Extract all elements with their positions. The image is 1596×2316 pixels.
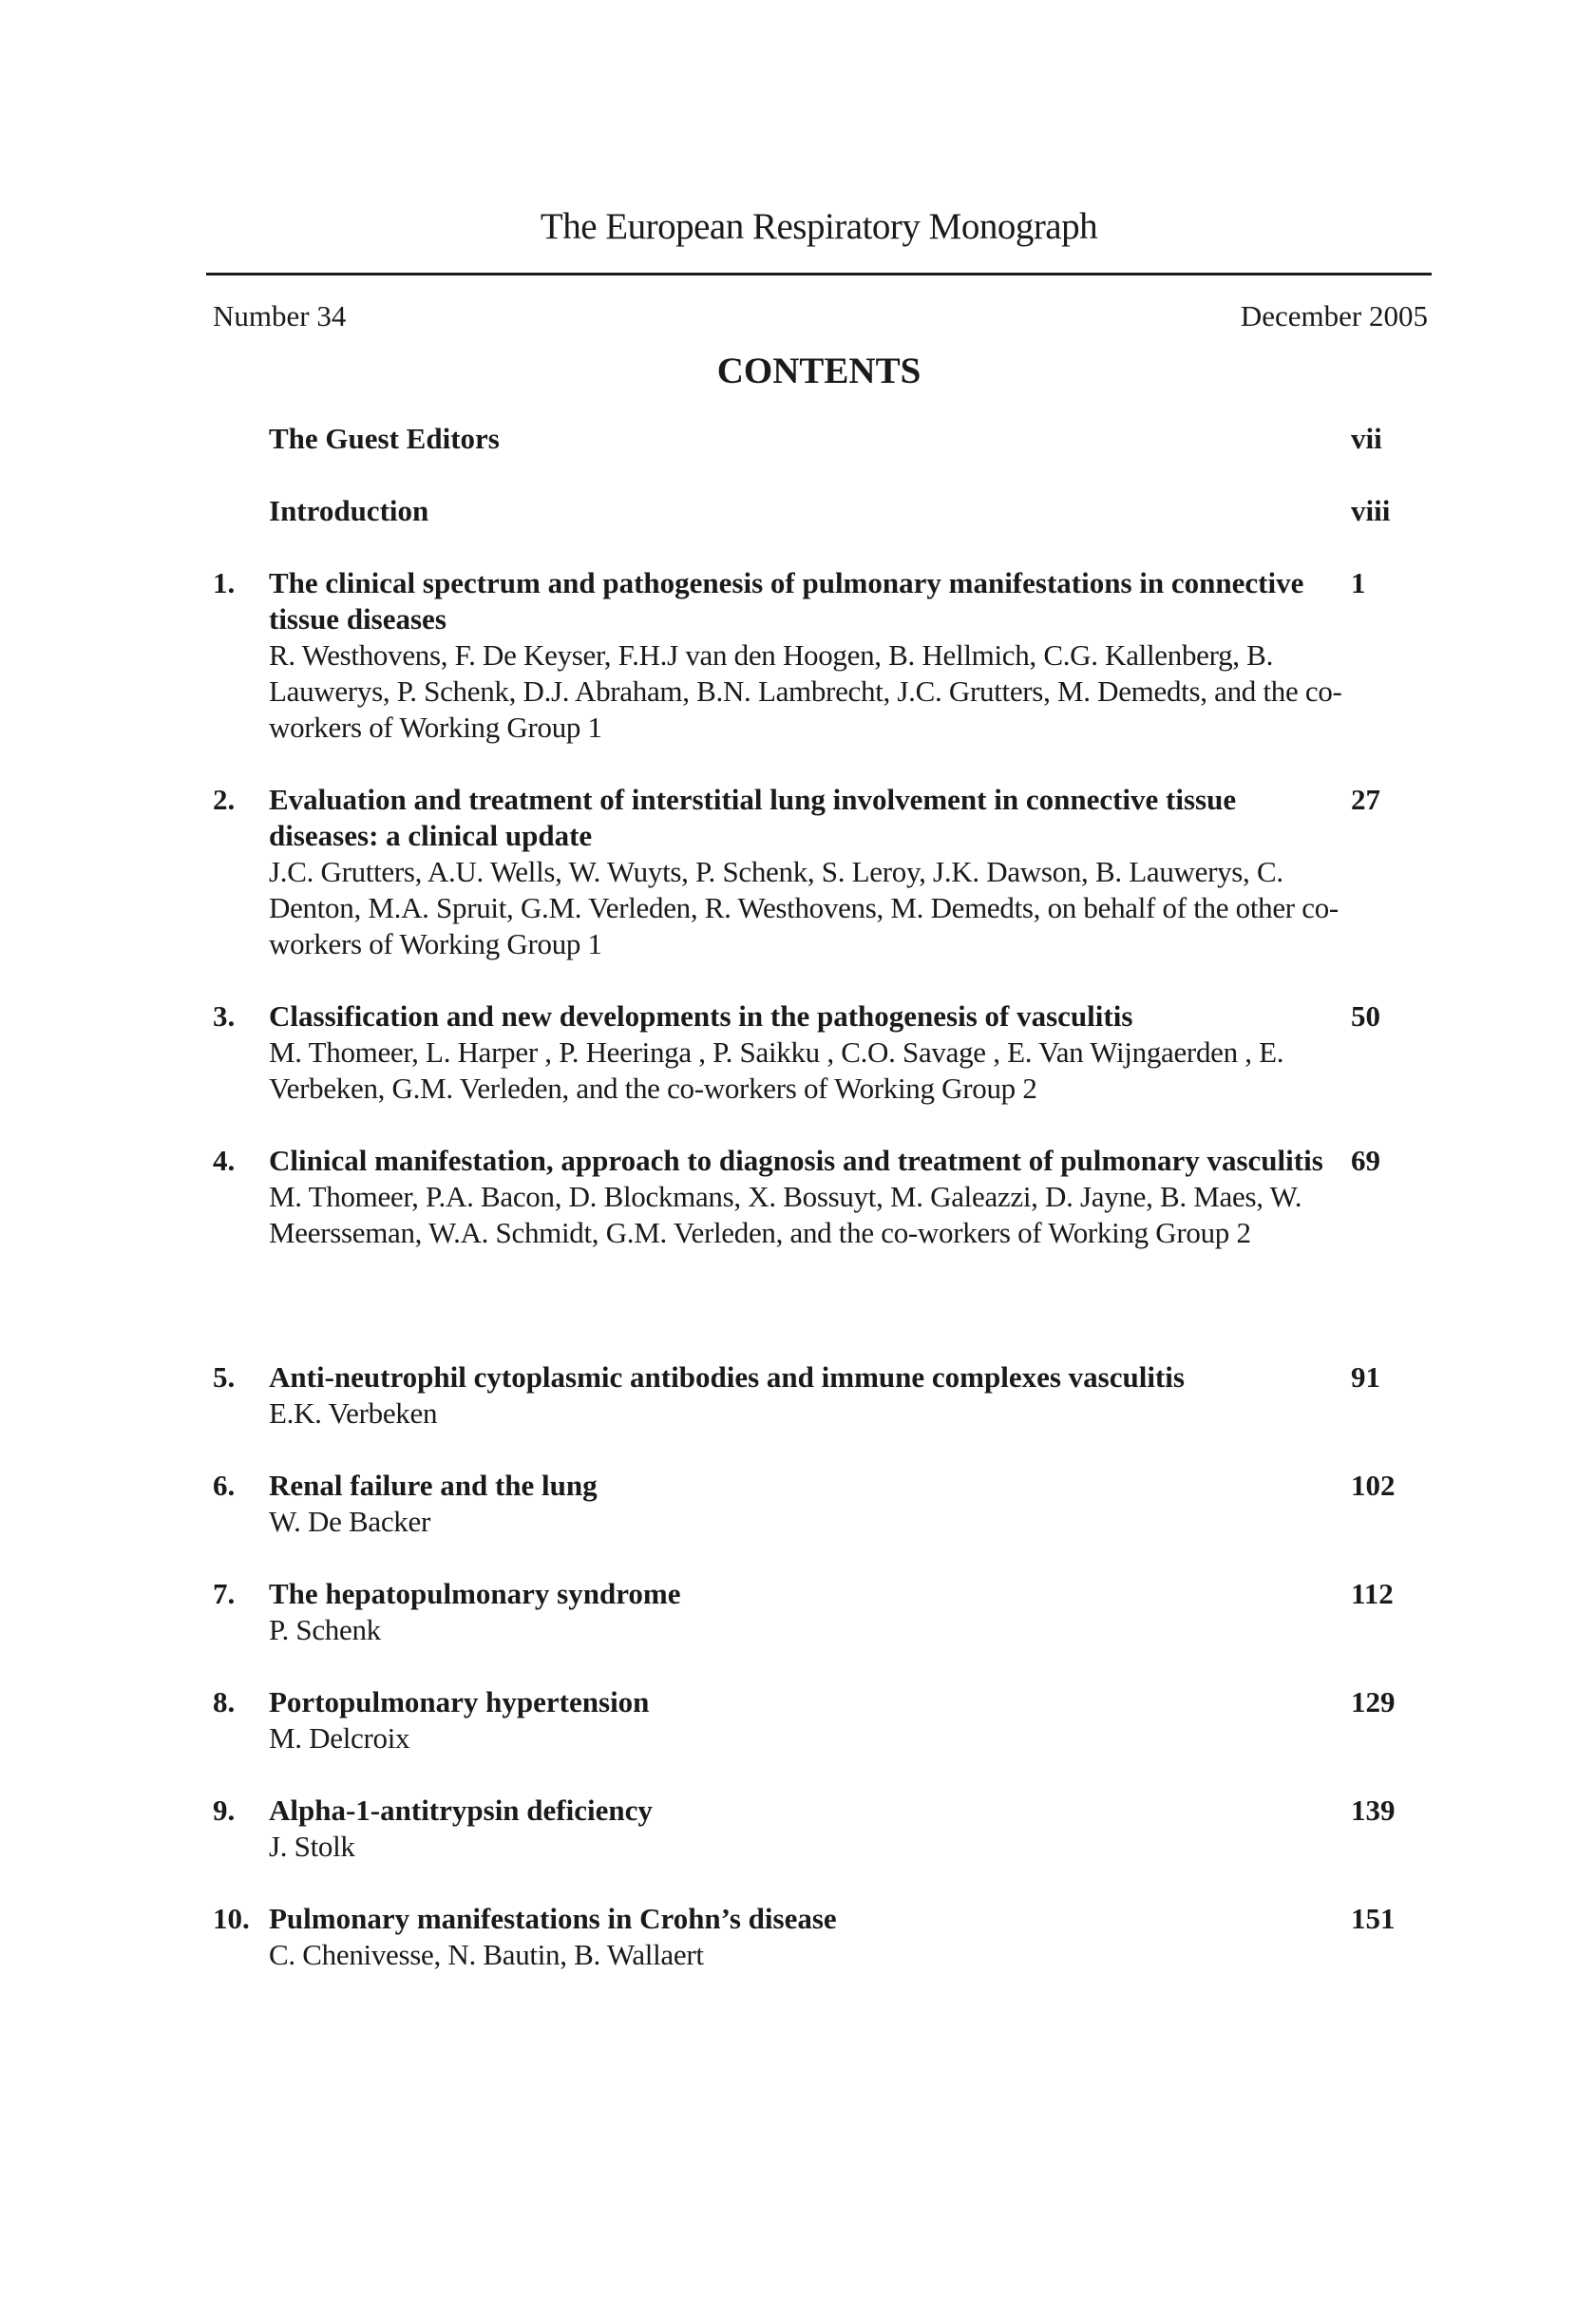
- entry-number: 2.: [213, 783, 236, 816]
- entry-number: 7.: [213, 1577, 236, 1610]
- entry-title: The Guest Editors: [269, 422, 500, 455]
- header-rule: [206, 273, 1432, 275]
- entry-page-number: 1: [1351, 566, 1366, 599]
- entry-number: 6.: [213, 1469, 236, 1502]
- entry-number: 10.: [213, 1902, 250, 1935]
- entry-page-number: 27: [1351, 783, 1380, 816]
- entry-body: [269, 1143, 1352, 1251]
- entry-title: The clinical spectrum and pathogenesis of pulmonary manifestations in connective tissue diseases: [269, 566, 1304, 636]
- entry-title: The hepatopulmonary syndrome: [269, 1577, 681, 1610]
- entry-authors: E.K. Verbeken: [269, 1396, 438, 1430]
- entry-body: [269, 493, 1352, 529]
- entry-authors: M. Thomeer, P.A. Bacon, D. Blockmans, X. Bossuyt, M. Galeazzi, D. Jayne, B. Maes, W. Meersseman, W.A. Schmidt, G.M. Verleden, and the co-workers of Working Group 2: [269, 1180, 1302, 1249]
- entry-page-number: 50: [1351, 999, 1380, 1033]
- entry-number: 5.: [213, 1360, 236, 1394]
- entry-authors: M. Delcroix: [269, 1721, 410, 1755]
- entry-body: [269, 1901, 1352, 1973]
- issue-date: December 2005: [1240, 299, 1428, 332]
- entry-body: [269, 1684, 1352, 1756]
- entry-body: [269, 782, 1352, 962]
- entry-page-number: viii: [1351, 494, 1391, 527]
- entry-authors: R. Westhovens, F. De Keyser, F.H.J van den Hoogen, B. Hellmich, C.G. Kallenberg, B. Lauwerys, P. Schenk, D.J. Abraham, B.N. Lambrecht, J.C. Grutters, M. Demedts, and the co-workers of Working Group 1: [269, 638, 1342, 744]
- entry-title: Classification and new developments in the pathogenesis of vasculitis: [269, 999, 1133, 1033]
- entry-number: 1.: [213, 566, 236, 599]
- entry-title: Portopulmonary hypertension: [269, 1685, 650, 1718]
- entry-number: 4.: [213, 1144, 236, 1177]
- entry-body: [269, 1359, 1352, 1432]
- entry-body: [269, 1576, 1352, 1648]
- entry-body: [269, 421, 1352, 457]
- entry-page-number: 112: [1351, 1577, 1394, 1610]
- entry-page-number: vii: [1351, 422, 1382, 455]
- entry-title: Renal failure and the lung: [269, 1469, 598, 1502]
- journal-title: The European Respiratory Monograph: [540, 206, 1098, 247]
- entry-body: [269, 1793, 1352, 1865]
- entry-authors: W. De Backer: [269, 1505, 430, 1538]
- entry-body: [269, 998, 1352, 1107]
- entry-page-number: 91: [1351, 1360, 1380, 1394]
- entry-page-number: 102: [1351, 1469, 1396, 1502]
- entry-page-number: 151: [1351, 1902, 1396, 1935]
- entry-body: [269, 565, 1352, 746]
- entry-page-number: 69: [1351, 1144, 1380, 1177]
- entry-page-number: 139: [1351, 1794, 1396, 1827]
- entry-title: Clinical manifestation, approach to diagnosis and treatment of pulmonary vasculitis: [269, 1144, 1323, 1177]
- entry-title: Alpha-1-antitrypsin deficiency: [269, 1794, 653, 1827]
- entry-number: 9.: [213, 1794, 236, 1827]
- entry-body: [269, 1468, 1352, 1540]
- entry-title: Evaluation and treatment of interstitial lung involvement in connective tissue diseases: a clinical update: [269, 783, 1237, 852]
- entry-title: Introduction: [269, 494, 429, 527]
- entry-title: Pulmonary manifestations in Crohn’s disease: [269, 1902, 837, 1935]
- entry-title: Anti-neutrophil cytoplasmic antibodies and immune complexes vasculitis: [269, 1360, 1185, 1394]
- entry-number: 8.: [213, 1685, 236, 1718]
- issue-number: Number 34: [213, 299, 347, 332]
- entry-number: 3.: [213, 999, 236, 1033]
- contents-heading: CONTENTS: [716, 351, 922, 391]
- entry-authors: P. Schenk: [269, 1613, 381, 1646]
- entry-page-number: 129: [1351, 1685, 1396, 1718]
- entry-authors: J.C. Grutters, A.U. Wells, W. Wuyts, P. Schenk, S. Leroy, J.K. Dawson, B. Lauwerys, C. Denton, M.A. Spruit, G.M. Verleden, R. Westhovens, M. Demedts, on behalf of the other co-workers of Working Group 1: [269, 855, 1339, 960]
- entry-authors: J. Stolk: [269, 1830, 355, 1863]
- entry-authors: C. Chenivesse, N. Bautin, B. Wallaert: [269, 1938, 704, 1971]
- entry-authors: M. Thomeer, L. Harper , P. Heeringa , P. Saikku , C.O. Savage , E. Van Wijngaerden , E. Verbeken, G.M. Verleden, and the co-workers of Working Group 2: [269, 1035, 1284, 1105]
